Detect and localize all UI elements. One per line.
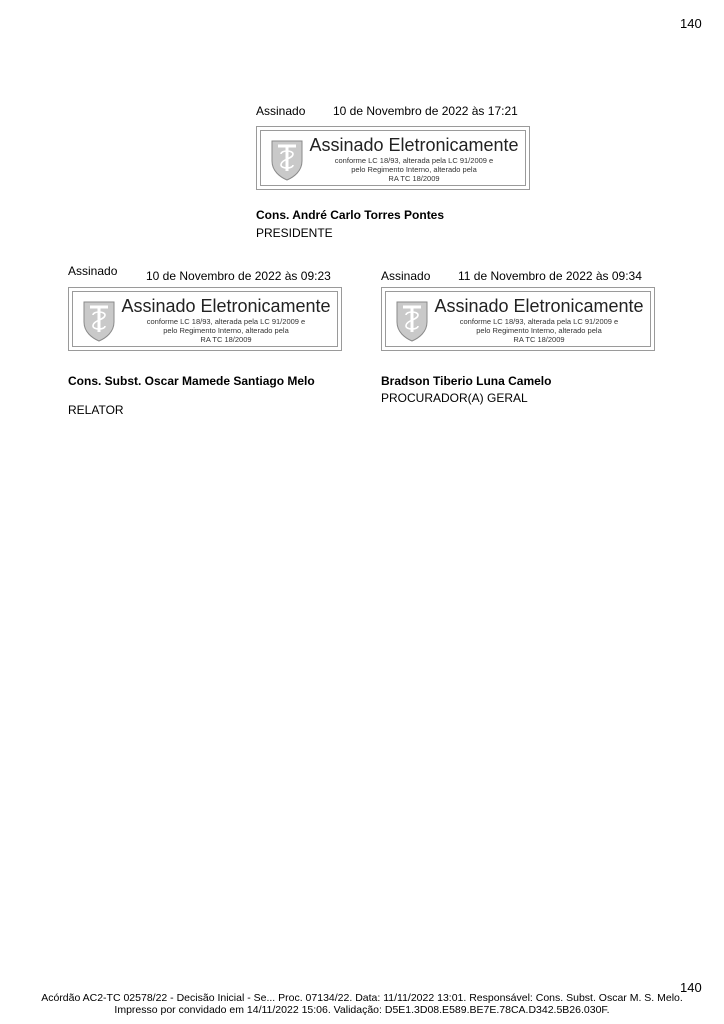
signature-datetime: 10 de Novembro de 2022 às 09:23 <box>146 269 331 283</box>
electronic-signature-stamp <box>68 287 342 351</box>
signer-role: PRESIDENTE <box>256 226 333 240</box>
tce-shield-logo-icon <box>395 298 429 342</box>
footer-print-validation: Impresso por convidado em 14/11/2022 15:06. Validação: D5E1.3D08.E589.BE7E.78CA.D342.5B26.030F. <box>114 1004 610 1016</box>
tce-shield-logo-icon <box>82 298 116 342</box>
page-number-bottom: 140 <box>680 980 702 995</box>
footer-document-info: Acórdão AC2-TC 02578/22 - Decisão Inicial - Se... Proc. 07134/22. Data: 11/11/2022 13:01. Responsável: Cons. Subst. Oscar M. S. Melo. <box>41 992 683 1004</box>
stamp-title: Assinado Eletronicamente <box>434 296 644 316</box>
stamp-legal-line: conforme LC 18/93, alterada pela LC 91/2009 e <box>334 156 494 165</box>
signed-label: Assinado <box>68 264 118 278</box>
signer-name: Cons. André Carlo Torres Pontes <box>256 208 445 222</box>
electronic-signature-stamp <box>256 126 530 190</box>
stamp-legal-line: RA TC 18/2009 <box>388 174 440 183</box>
signer-name: Cons. Subst. Oscar Mamede Santiago Melo <box>68 374 315 388</box>
stamp-legal-line: pelo Regimento Interno, alterado pela <box>163 326 289 335</box>
stamp-legal-line: conforme LC 18/93, alterada pela LC 91/2009 e <box>459 317 619 326</box>
signature-datetime: 10 de Novembro de 2022 às 17:21 <box>333 104 518 118</box>
signer-role: PROCURADOR(A) GERAL <box>381 391 528 405</box>
stamp-legal-line: pelo Regimento Interno, alterado pela <box>476 326 602 335</box>
stamp-title: Assinado Eletronicamente <box>121 296 331 316</box>
signer-role: RELATOR <box>68 403 124 417</box>
stamp-legal-line: conforme LC 18/93, alterada pela LC 91/2009 e <box>146 317 306 326</box>
electronic-signature-stamp <box>381 287 655 351</box>
stamp-legal-line: RA TC 18/2009 <box>513 335 565 344</box>
stamp-legal-line: pelo Regimento Interno, alterado pela <box>351 165 477 174</box>
tce-shield-logo-icon <box>270 137 304 181</box>
page-number-top: 140 <box>680 16 702 31</box>
stamp-legal-line: RA TC 18/2009 <box>200 335 252 344</box>
signed-label: Assinado <box>381 269 431 283</box>
signature-datetime: 11 de Novembro de 2022 às 09:34 <box>458 269 642 283</box>
stamp-title: Assinado Eletronicamente <box>309 135 519 155</box>
signed-label: Assinado <box>256 104 306 118</box>
signer-name: Bradson Tiberio Luna Camelo <box>381 374 552 388</box>
